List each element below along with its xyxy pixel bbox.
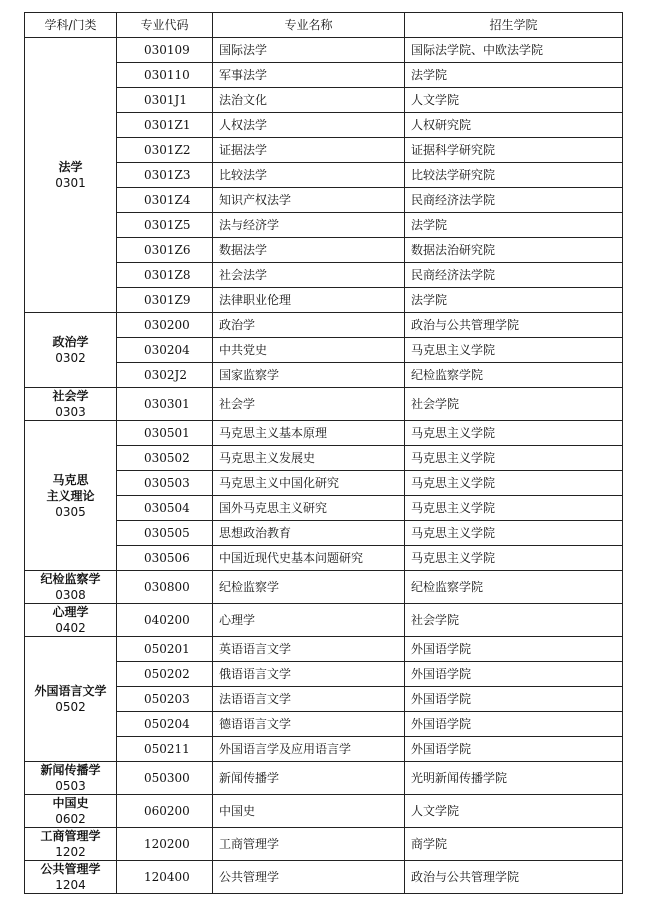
header-discipline: 学科/门类: [25, 13, 117, 38]
program-name: 马克思主义发展史: [213, 446, 405, 471]
program-name: 中国近现代史基本问题研究: [213, 546, 405, 571]
program-name: 国家监察学: [213, 363, 405, 388]
school-name: 法学院: [405, 213, 623, 238]
discipline-cell: [25, 604, 117, 637]
program-name: 军事法学: [213, 63, 405, 88]
program-code: 0302J2: [117, 363, 213, 388]
program-name: 中共党史: [213, 338, 405, 363]
program-code: 030301: [117, 388, 213, 421]
discipline-cell: [25, 571, 117, 604]
program-name: 政治学: [213, 313, 405, 338]
table-row: [25, 38, 623, 63]
school-name: 纪检监察学院: [405, 571, 623, 604]
program-code: 0301Z5: [117, 213, 213, 238]
program-code: 050211: [117, 737, 213, 762]
program-name: 社会法学: [213, 263, 405, 288]
school-name: 马克思主义学院: [405, 471, 623, 496]
program-code: 0301Z3: [117, 163, 213, 188]
discipline-cell: [25, 795, 117, 828]
discipline-code: 1204: [55, 878, 86, 892]
school-name: 外国语学院: [405, 637, 623, 662]
school-name: 社会学院: [405, 604, 623, 637]
table-row: [25, 637, 623, 662]
program-name: 工商管理学: [213, 828, 405, 861]
program-code: 0301Z9: [117, 288, 213, 313]
programs-table: [24, 12, 623, 894]
school-name: 外国语学院: [405, 712, 623, 737]
school-name: 法学院: [405, 63, 623, 88]
discipline-name: 法学: [58, 160, 83, 174]
program-code: 0301Z8: [117, 263, 213, 288]
school-name: 人权研究院: [405, 113, 623, 138]
program-code: 050203: [117, 687, 213, 712]
table-row: [25, 388, 623, 421]
school-name: 纪检监察学院: [405, 363, 623, 388]
header-code: 专业代码: [117, 13, 213, 38]
school-name: 外国语学院: [405, 662, 623, 687]
table-row: [25, 313, 623, 338]
program-code: 030800: [117, 571, 213, 604]
program-code: 030505: [117, 521, 213, 546]
school-name: 数据法治研究院: [405, 238, 623, 263]
program-name: 公共管理学: [213, 861, 405, 894]
table-body: [25, 38, 623, 894]
discipline-cell: [25, 828, 117, 861]
school-name: 民商经济法学院: [405, 263, 623, 288]
program-code: 030503: [117, 471, 213, 496]
program-name: 法治文化: [213, 88, 405, 113]
table-row: [25, 795, 623, 828]
program-name: 外国语言学及应用语言学: [213, 737, 405, 762]
table-row: [25, 762, 623, 795]
school-name: 人文学院: [405, 795, 623, 828]
header-row: [25, 13, 623, 38]
program-name: 心理学: [213, 604, 405, 637]
discipline-cell: [25, 861, 117, 894]
school-name: 商学院: [405, 828, 623, 861]
program-name: 比较法学: [213, 163, 405, 188]
discipline-code: 0301: [55, 176, 86, 190]
discipline-code: 0503: [55, 779, 86, 793]
program-code: 0301J1: [117, 88, 213, 113]
program-name: 纪检监察学: [213, 571, 405, 604]
discipline-cell: [25, 421, 117, 571]
discipline-cell: [25, 388, 117, 421]
program-name: 社会学: [213, 388, 405, 421]
program-code: 030109: [117, 38, 213, 63]
school-name: 政治与公共管理学院: [405, 313, 623, 338]
school-name: 外国语学院: [405, 687, 623, 712]
program-code: 050201: [117, 637, 213, 662]
program-name: 证据法学: [213, 138, 405, 163]
school-name: 民商经济法学院: [405, 188, 623, 213]
program-code: 120400: [117, 861, 213, 894]
discipline-code: 0303: [55, 405, 86, 419]
school-name: 马克思主义学院: [405, 496, 623, 521]
school-name: 马克思主义学院: [405, 546, 623, 571]
program-code: 0301Z6: [117, 238, 213, 263]
program-code: 030502: [117, 446, 213, 471]
discipline-code: 0602: [55, 812, 86, 826]
table-row: [25, 861, 623, 894]
school-name: 政治与公共管理学院: [405, 861, 623, 894]
program-code: 030501: [117, 421, 213, 446]
program-name: 法律职业伦理: [213, 288, 405, 313]
program-name: 新闻传播学: [213, 762, 405, 795]
program-name: 人权法学: [213, 113, 405, 138]
program-name: 马克思主义基本原理: [213, 421, 405, 446]
program-name: 国外马克思主义研究: [213, 496, 405, 521]
program-code: 0301Z1: [117, 113, 213, 138]
discipline-name: 政治学: [52, 335, 89, 349]
discipline-code: 1202: [55, 845, 86, 859]
discipline-cell: [25, 313, 117, 388]
program-code: 050202: [117, 662, 213, 687]
program-code: 030204: [117, 338, 213, 363]
program-code: 040200: [117, 604, 213, 637]
school-name: 马克思主义学院: [405, 338, 623, 363]
discipline-name: 外国语言文学: [34, 684, 107, 698]
header-name: 专业名称: [213, 13, 405, 38]
program-name: 数据法学: [213, 238, 405, 263]
program-code: 060200: [117, 795, 213, 828]
discipline-code: 0305: [55, 504, 86, 519]
discipline-name: 社会学: [52, 389, 89, 403]
discipline-code: 0502: [55, 700, 86, 714]
program-name: 法语语言文学: [213, 687, 405, 712]
program-code: 050204: [117, 712, 213, 737]
discipline-cell: [25, 762, 117, 795]
program-code: 030504: [117, 496, 213, 521]
program-code: 030110: [117, 63, 213, 88]
discipline-name: 中国史: [52, 796, 89, 810]
discipline-name: 纪检监察学: [40, 572, 101, 586]
program-name: 知识产权法学: [213, 188, 405, 213]
school-name: 国际法学院、中欧法学院: [405, 38, 623, 63]
school-name: 马克思主义学院: [405, 521, 623, 546]
program-code: 030200: [117, 313, 213, 338]
program-name: 英语语言文学: [213, 637, 405, 662]
discipline-name: 新闻传播学: [40, 763, 101, 777]
school-name: 比较法学研究院: [405, 163, 623, 188]
program-name: 德语语言文学: [213, 712, 405, 737]
program-name: 马克思主义中国化研究: [213, 471, 405, 496]
table-row: [25, 828, 623, 861]
discipline-cell: [25, 637, 117, 762]
program-code: 0301Z2: [117, 138, 213, 163]
discipline-name: 马克思 主义理论: [46, 472, 95, 503]
program-name: 中国史: [213, 795, 405, 828]
discipline-code: 0308: [55, 588, 86, 602]
school-name: 社会学院: [405, 388, 623, 421]
table-row: [25, 571, 623, 604]
school-name: 光明新闻传播学院: [405, 762, 623, 795]
school-name: 马克思主义学院: [405, 446, 623, 471]
program-name: 俄语语言文学: [213, 662, 405, 687]
discipline-name: 公共管理学: [40, 862, 101, 876]
program-name: 法与经济学: [213, 213, 405, 238]
program-code: 0301Z4: [117, 188, 213, 213]
school-name: 马克思主义学院: [405, 421, 623, 446]
discipline-name: 工商管理学: [40, 829, 101, 843]
program-code: 120200: [117, 828, 213, 861]
table-row: [25, 421, 623, 446]
program-code: 030506: [117, 546, 213, 571]
school-name: 外国语学院: [405, 737, 623, 762]
program-code: 050300: [117, 762, 213, 795]
school-name: 证据科学研究院: [405, 138, 623, 163]
school-name: 人文学院: [405, 88, 623, 113]
table-row: [25, 604, 623, 637]
school-name: 法学院: [405, 288, 623, 313]
program-name: 思想政治教育: [213, 521, 405, 546]
discipline-name: 心理学: [52, 605, 89, 619]
discipline-code: 0302: [55, 351, 86, 365]
discipline-cell: [25, 38, 117, 313]
discipline-code: 0402: [55, 621, 86, 635]
program-name: 国际法学: [213, 38, 405, 63]
header-school: 招生学院: [405, 13, 623, 38]
